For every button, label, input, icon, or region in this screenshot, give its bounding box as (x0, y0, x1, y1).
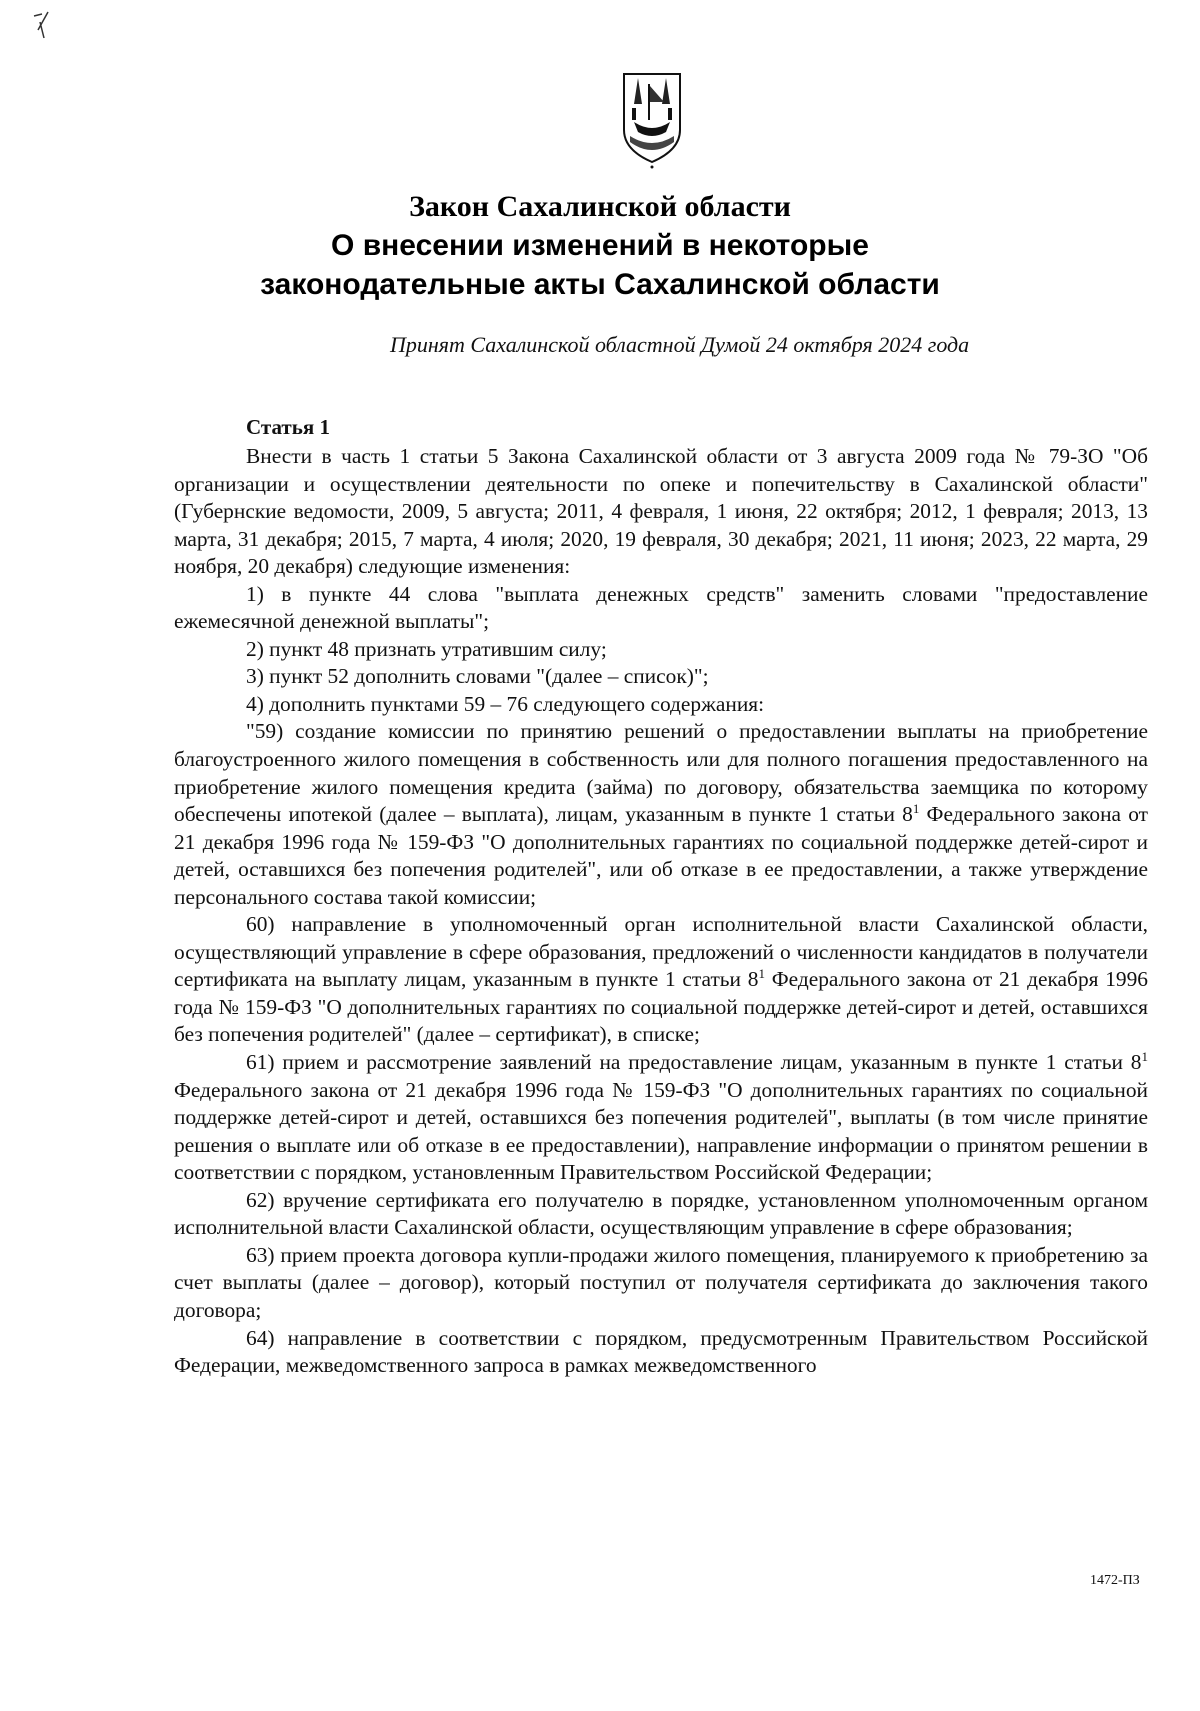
article-heading: Статья 1 (246, 415, 330, 439)
paragraph: Внести в часть 1 статьи 5 Закона Сахалинской области от 3 августа 2009 года № 79-ЗО "Об организации и осуществлении деятельности по опеке и попечительству в Сахалинской области" (Губернские ведомости, 2009, 5 августа; 2011, 4 февраля, 1 июня, 22 октября; 2012, 1 февраля; 2013, 13 марта, 31 декабря; 2015, 7 марта, 4 июля; 2020, 19 февраля, 30 декабря; 2021, 11 июня; 2023, 22 марта, 29 ноября, 20 декабря) следующие изменения: (174, 444, 1148, 579)
paragraph-text: Федерального закона от 21 декабря 1996 года № 159-ФЗ "О дополнительных гарантиях по социальной поддержке детей-сирот и детей, оставшихся без попечения родителей", выплаты (в том числе принятие решения о выплате или об отказе в ее предоставлении), направление информации о принятом решении в соответствии с порядком, установленным Правительством Российской Федерации; (174, 1077, 1148, 1185)
paragraph: 62) вручение сертификата его получателю в порядке, установленном уполномоченным органом исполнительной власти Сахалинской области, осуществляющим управление в сфере образования; (174, 1187, 1148, 1240)
law-subtitle-line-2: законодательные акты Сахалинской области (260, 268, 940, 301)
superscript: 1 (1141, 1048, 1148, 1064)
law-title: Закон Сахалинской области (409, 190, 791, 223)
coat-of-arms-emblem (620, 70, 684, 170)
paragraph-text: Федерального закона от 21 декабря 1996 года № 159-ФЗ "О дополнительных гарантиях по социальной поддержке детей-сирот и детей, оставшихся без попечения родителей", или об отказе в ее предоставлении, а также утверждение персонального состава такой комиссии; (174, 802, 1148, 909)
paragraph: 63) прием проекта договора купли-продажи жилого помещения, планируемого к приобретению за счет выплаты (далее – договор), который поступил от получателя сертификата до заключения такого договора; (174, 1242, 1148, 1322)
document-code: 1472-ПЗ (1090, 1573, 1140, 1588)
paragraph (174, 718, 1148, 911)
paragraph: 2) пункт 48 признать утратившим силу; (246, 636, 607, 661)
superscript: 1 (912, 800, 920, 816)
paragraph: 3) пункт 52 дополнить словами "(далее – список)"; (246, 664, 709, 689)
superscript: 1 (758, 966, 765, 982)
paragraph (174, 911, 1148, 1049)
adoption-note: Принят Сахалинской областной Думой 24 октября 2024 года (390, 332, 970, 357)
law-subtitle-line-1: О внесении изменений в некоторые (331, 229, 869, 262)
paragraph: 4) дополнить пунктами 59 – 76 следующего содержания: (246, 691, 765, 716)
paragraph-text: 61) прием и рассмотрение заявлений на предоставление лицам, указанным в пункте 1 статьи 8 (246, 1050, 1142, 1075)
paragraph-text: "59) создание комиссии по принятию решений о предоставлении выплаты на приобретение благоустроенного жилого помещения в собственность или для полного погашения предоставленного на приобретение жилого помещения кредита (займа) по договору, обязательства заемщика по которому обеспечены ипотекой (далее – выплата), лицам, указанным в пункте 1 статьи 8 (174, 719, 1148, 827)
paragraph-text: 60) направление в уполномоченный орган исполнительной власти Сахалинской области, осуществляющий управление в сфере образования, предложений о численности кандидатов в получатели сертификата на выплату лицам, указанным в пункте 1 статьи 8 (174, 912, 1148, 992)
paragraph: 64) направление в соответствии с порядком, предусмотренным Правительством Российской Федерации, межведомственного запроса в рамках межведомственного (174, 1325, 1148, 1378)
paragraph: 1) в пункте 44 слова "выплата денежных средств" заменить словами "предоставление ежемесячной денежной выплаты"; (174, 581, 1148, 634)
paragraph (174, 1049, 1148, 1187)
scan-mark (30, 8, 60, 44)
paragraph-text: Федерального закона от 21 декабря 1996 года № 159-ФЗ "О дополнительных гарантиях по социальной поддержке детей-сирот и детей, оставшихся без попечения родителей" (далее – сертификат), в списке; (174, 967, 1149, 1047)
document-body (174, 443, 1148, 1380)
